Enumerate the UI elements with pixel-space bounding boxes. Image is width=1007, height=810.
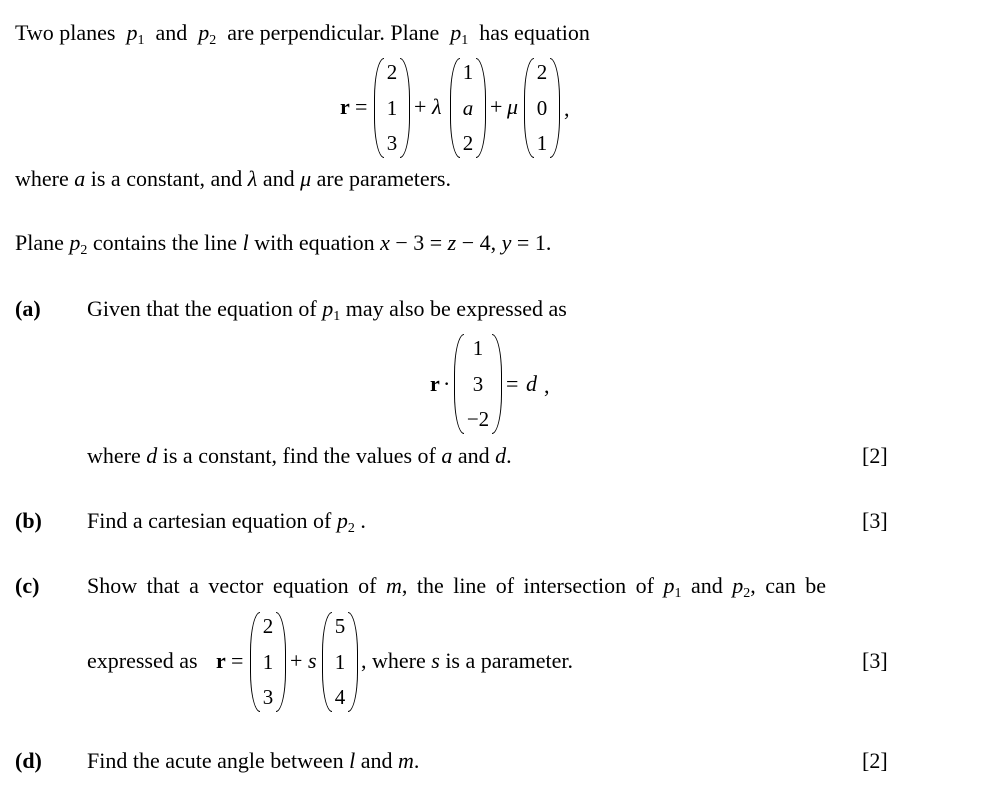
part-c-expressed-as: expressed as (87, 648, 198, 673)
eq1-lambda: λ (432, 94, 442, 119)
plane-p1: $p_1$ (126, 20, 145, 48)
part-a-marks: [2] (862, 443, 888, 468)
part-b-marks: [3] (862, 508, 888, 533)
eq1-comma: , (564, 96, 570, 121)
part-c-where: , where s is a parameter. (361, 648, 573, 673)
where-line-1: where a is a constant, and λ and μ are parameters. (15, 166, 451, 191)
part-a-label: (a) (15, 296, 41, 321)
part-a-r: r (430, 371, 440, 396)
eq1-r: r (340, 94, 350, 119)
eq1-plus-1: + (414, 94, 427, 119)
part-c-r: r (216, 648, 226, 673)
eq1-vector-2: 1 a 2 (450, 58, 486, 158)
intro-and: and (155, 20, 188, 45)
eq1-vector-1: 2 1 3 (374, 58, 410, 158)
part-a-comma: , (544, 373, 550, 398)
part-a-where: where d is a constant, find the values of a and d. (87, 443, 512, 468)
part-c-plus: + (290, 648, 303, 673)
plane-p1-again: $p_1$ (450, 20, 469, 48)
eq1-vector-3: 2 0 1 (524, 58, 560, 158)
part-d-question: Find the acute angle between l and m. (87, 748, 420, 773)
part-c-label: (c) (15, 573, 40, 598)
intro-text-1: Two planes (15, 20, 116, 45)
eq1-plus-2: + (490, 94, 503, 119)
part-a-dot: · (443, 371, 451, 396)
intro-text-3: has equation (479, 20, 590, 45)
part-d-marks: [2] (862, 748, 888, 773)
part-c-direction-vector: 5 1 4 (322, 612, 358, 712)
part-a-normal-vector: 1 3 −2 (454, 334, 502, 434)
part-c-point-vector: 2 1 3 (250, 612, 286, 712)
part-c-marks: [3] (862, 648, 888, 673)
plane-p2: $p_2$ (198, 20, 217, 48)
eq1-equals: = (355, 94, 368, 119)
part-c-equals: = (231, 648, 244, 673)
part-c-question: Show that a vector equation of m, the line of intersection of $p_1$ and $p_2$, can be (87, 573, 827, 601)
part-b-label: (b) (15, 508, 42, 533)
part-a-d: d (526, 371, 537, 396)
intro-text-2: are perpendicular. Plane (227, 20, 440, 45)
plane2-line: Plane $p_2$ contains the line l with equation x − 3 = z − 4, y = 1. (15, 230, 552, 258)
part-c-s: s (308, 648, 317, 673)
part-b-question: Find a cartesian equation of $p_2$ . (87, 508, 366, 536)
intro-line (15, 20, 590, 48)
eq1-mu: μ (507, 94, 519, 119)
part-a-equals: = (506, 371, 519, 396)
part-a-question: Given that the equation of $p_1$ may also be expressed as (87, 296, 567, 324)
part-d-label: (d) (15, 748, 42, 773)
